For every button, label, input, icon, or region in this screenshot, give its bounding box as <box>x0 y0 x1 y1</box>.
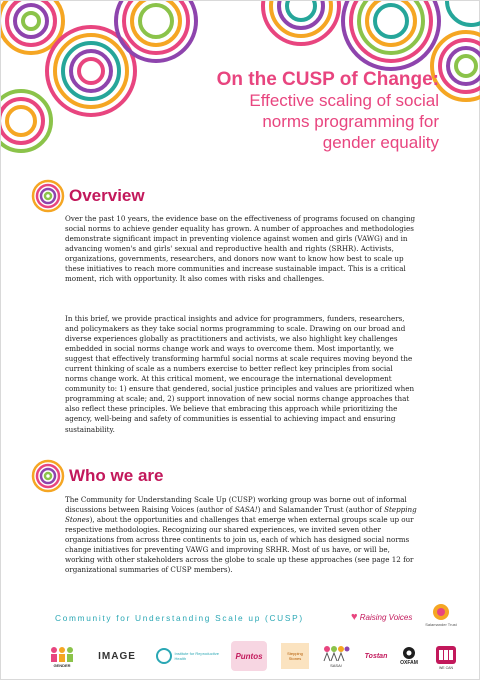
who-text-b: ) and Salamander Trust (author of <box>257 505 385 515</box>
raising-voices-label: Raising Voices <box>359 613 413 622</box>
who-text-a: The Community for Understanding Scale Up (CUSP) working group was borne out of informal discussions between Raising Voices (author of <box>65 495 407 515</box>
title-line-3: norms programming for <box>262 112 439 131</box>
partner-logo-stepping-stones: Stepping Stones <box>281 643 309 669</box>
heart-icon: ♥ <box>351 611 358 623</box>
partner-logo-irh <box>155 643 221 669</box>
overview-paragraph-2: In this brief, we provide practical insights and advice for programmers, funders, researchers, and policymakers as they take social norms programming to scale. Drawing on our broad and diverse experiences globally as practitioners and activists, we also highlight key challenges embedded in social norms change work and ways to overcome them. Most importantly, we suggest that effectively transforming harmful social norms at scale requires moving beyond the current thinking of scale as a numbers exercise to better reflect key principles from social norms change work. At this critical moment, we encourage the international development community to: 1) ensure that gendered, social justice principles and values are prioritized when programming at scale; and, 2) support innovation of new social norms change approaches that also reflect these principles. We believe that embracing this approach while prioritizing the agency, well-being and safety of communities is essential to achieving impact and ensuring sustainability. <box>65 314 415 434</box>
partner-logo-image: IMAGE <box>98 650 136 662</box>
partner-logo-sasa-label: SASA! <box>330 662 342 668</box>
partner-logos <box>45 639 465 673</box>
who-heading-row <box>31 459 163 493</box>
partner-logo-we-can <box>431 641 461 671</box>
partner-logo-puntos: Puntos <box>231 641 267 671</box>
title-line-4: gender equality <box>322 133 439 152</box>
partner-logo-tostan: Tostan <box>364 652 388 660</box>
sasa-figures-icon <box>322 645 350 663</box>
overview-heading: Overview <box>69 186 145 205</box>
oxfam-icon <box>402 646 416 660</box>
people-icon <box>48 645 76 663</box>
document-title <box>179 69 439 153</box>
partner-logo-irh-label: Institute for Reproductive Health <box>174 651 219 661</box>
overview-paragraph-1: Over the past 10 years, the evidence base on the effectiveness of programs focused on changing social norms to achieve gender equality has grown. A number of approaches and methodologies demonstrate significant impact in preventing violence against women and girls (VAWG) and in advancing women's and girls' sexual and reproductive health and rights (SRHR). Activists, organizations, governments, researchers, and donors now want to know how best to scale up these initiatives to reach more communities and increase sustainable impact. This is a critical moment, rich with opportunity. It also comes with risks and challenges. <box>65 214 416 284</box>
title-line-2: Effective scaling of social <box>249 91 439 110</box>
salamander-trust-label: Salamander Trust <box>425 622 457 627</box>
who-text-c: ), about the opportunities and challenges that emerge when external groups scale up our respective methodologies. Recognizing our shared experiences, we invited seven other organizations from across three continents to join us, each of which has designed social norms change initiatives for preventing VAWG and improving SRHR. Most of us have, or will be, working with other stakeholders across the globe to scale up these approaches (see page 12 for organizational summaries of CUSP members). <box>65 515 414 575</box>
who-text-sasa: SASA! <box>234 505 258 515</box>
overview-heading-row <box>31 179 145 213</box>
partner-logo-gender <box>45 639 79 673</box>
we-can-icon <box>434 642 458 666</box>
who-heading: Who we are <box>69 466 164 485</box>
partner-logo-we-can-label: WE CAN <box>439 666 453 670</box>
rings-icon <box>31 459 65 493</box>
raising-voices-logo <box>351 611 412 623</box>
footer-title: Community for Understanding Scale up (CUSP) <box>55 613 304 623</box>
partner-logo-sasa <box>321 643 351 669</box>
partner-logo-oxfam <box>393 641 425 671</box>
rings-icon <box>31 179 65 213</box>
who-text-stepping: Stepping Stones <box>65 505 417 525</box>
title-line-1: On the CUSP of Change: <box>216 69 439 90</box>
partner-logo-gender-label: GENDER <box>53 662 71 668</box>
irh-icon <box>156 648 172 664</box>
who-paragraph <box>65 495 417 575</box>
salamander-icon <box>432 603 450 621</box>
salamander-trust-logo <box>421 603 461 627</box>
partner-logo-oxfam-label: OXFAM <box>400 660 418 666</box>
